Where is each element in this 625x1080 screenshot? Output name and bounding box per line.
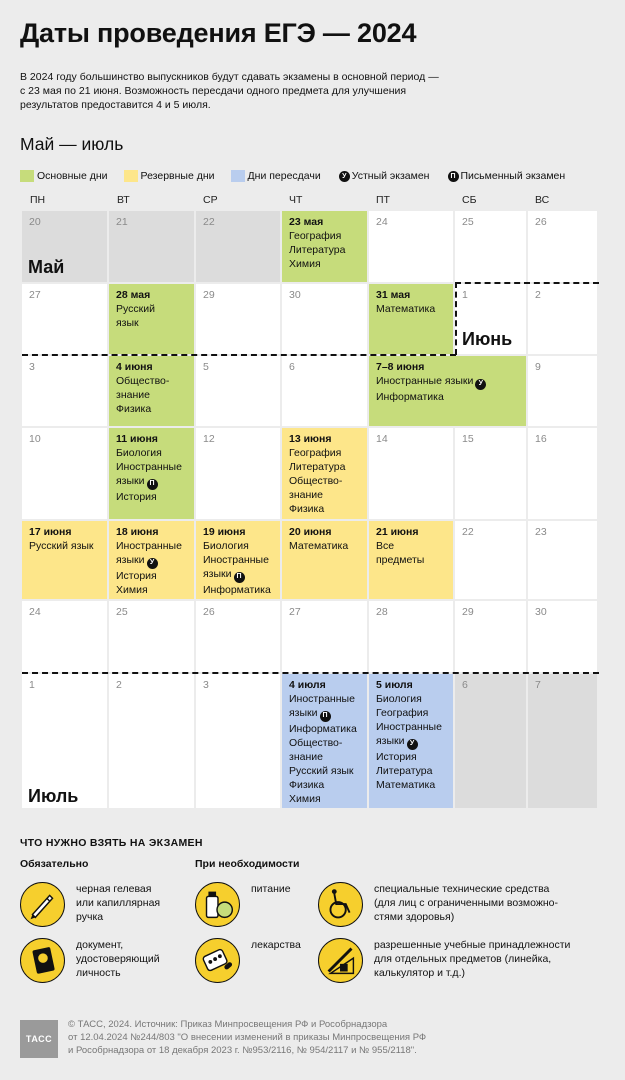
day-number: 6: [289, 361, 295, 373]
calendar-cell: [528, 521, 597, 599]
calendar-cell: [455, 428, 526, 519]
calendar-cell: [282, 521, 367, 599]
day-number: 14: [376, 433, 388, 445]
calendar-cell: [528, 284, 597, 354]
exam-subjects-text: География Литература Общество- знание Физика: [289, 447, 346, 515]
day-number: 15: [462, 433, 474, 445]
july-separator: [22, 672, 599, 674]
exam-date: 5 июля: [376, 679, 413, 691]
exam-subjects: [29, 539, 100, 553]
exam-date: 19 июня: [203, 526, 246, 538]
passport-icon: [20, 938, 65, 983]
calendar-cell: [455, 601, 526, 672]
june-separator-top: [455, 282, 599, 284]
exam-subjects: [116, 302, 187, 330]
footer-source: © ТАСС, 2024. Источник: Приказ Минпросвещения РФ и Рособрнадзора от 12.04.2024 №244/803 "О внесении изменений в приказы Минпросвещения РФ и Рособрнадзора от 18 декабря 2023 г. №953/2116, № 954/2117 и № 955/2118".: [68, 1019, 427, 1056]
exam-subjects-text: Биология Иностранные языки: [116, 447, 182, 487]
exam-subjects-text: Иностранные языки: [289, 693, 355, 719]
exam-subjects: [116, 446, 187, 504]
food-icon: [195, 882, 240, 927]
legend: [20, 170, 610, 182]
exam-subjects-text: Биология Иностранные языки: [203, 540, 269, 580]
day-number: 1: [29, 679, 35, 691]
exam-subjects-text: Все предметы: [376, 540, 425, 566]
day-number: 23: [535, 526, 547, 538]
item-pen-text: черная гелевая или капиллярная ручка: [76, 883, 161, 923]
exam-subjects-text: Математика: [376, 303, 436, 315]
calendar-cell: [109, 211, 194, 282]
calendar-cell: [369, 601, 453, 672]
required-heading: Обязательно: [20, 858, 89, 870]
weekday-fri: ПТ: [376, 194, 390, 206]
exam-subjects: [376, 374, 519, 404]
intro-text: В 2024 году большинство выпускников будут сдавать экзамены в основной период — с 23 мая по 21 июня. Возможность пересдачи одного предмета для улучшения результатов предоставится 4 и 5 июля.: [20, 71, 439, 111]
day-number: 25: [462, 216, 474, 228]
calendar-cell: [282, 211, 367, 282]
page-title: Даты проведения ЕГЭ — 2024: [20, 18, 417, 48]
exam-subjects-text: История: [116, 490, 157, 503]
month-label-july: Июль: [28, 786, 79, 806]
oral-badge-icon: У: [339, 171, 350, 182]
exam-subjects-text: Информатика: [376, 390, 444, 403]
item-document-text: документ, удостоверяющий личность: [76, 939, 160, 979]
item-food-text: питание: [251, 883, 291, 895]
calendar-cell: [528, 428, 597, 519]
tass-logo: ТАСС: [20, 1020, 58, 1058]
calendar-cell: [455, 674, 526, 808]
oral-badge-icon: У: [147, 558, 158, 569]
exam-date: 18 июня: [116, 526, 159, 538]
day-number: 22: [462, 526, 474, 538]
exam-subjects-text: Русский язык: [29, 540, 94, 552]
calendar-cell: [196, 521, 280, 599]
day-number: 2: [535, 289, 541, 301]
day-number: 27: [29, 289, 41, 301]
wheelchair-icon: [318, 882, 363, 927]
calendar-cell: [109, 674, 194, 808]
calendar-cell: [528, 674, 597, 808]
exam-date: 23 мая: [289, 216, 324, 228]
exam-subjects: [376, 692, 446, 792]
exam-subjects-text: Биология География Иностранные языки: [376, 693, 442, 747]
calendar-cell: [196, 601, 280, 672]
exam-subjects-text: Математика: [289, 540, 349, 552]
calendar-cell: [109, 356, 194, 426]
exam-date: 13 июня: [289, 433, 332, 445]
item-tools: [318, 938, 570, 983]
calendar-cell: [109, 521, 194, 599]
weekday-sun: ВС: [535, 194, 550, 206]
day-number: 7: [535, 679, 541, 691]
legend-main-label: Основные дни: [37, 170, 108, 182]
day-number: 6: [462, 679, 468, 691]
weekday-mon: ПН: [30, 194, 46, 206]
day-number: 27: [289, 606, 301, 618]
optional-heading: При необходимости: [195, 858, 300, 870]
day-number: 5: [203, 361, 209, 373]
exam-subjects: [289, 229, 360, 271]
calendar-cell: [282, 601, 367, 672]
weekday-tue: ВТ: [117, 194, 130, 206]
legend-reserve-swatch: [124, 170, 138, 182]
item-tech-text: специальные технические средства (для лиц с ограниченными возможно- стями здоровья): [374, 883, 559, 923]
exam-subjects: [289, 692, 360, 806]
calendar-cell: [22, 284, 107, 354]
period-subtitle: Май — июль: [20, 134, 124, 154]
exam-date: 4 июля: [289, 679, 326, 691]
day-number: 25: [116, 606, 128, 618]
pen-icon: [20, 882, 65, 927]
calendar-cell: [528, 601, 597, 672]
calendar-cell: [109, 284, 194, 354]
exam-date: 11 июня: [116, 433, 158, 445]
exam-subjects: [289, 446, 360, 516]
day-number: 24: [29, 606, 41, 618]
exam-subjects: [203, 539, 273, 597]
calendar-cell: [22, 356, 107, 426]
calendar-cell: [22, 428, 107, 519]
day-number: 16: [535, 433, 547, 445]
legend-retake: [231, 170, 321, 182]
calendar-cell: [369, 674, 453, 808]
exam-date: 31 мая: [376, 289, 411, 301]
item-document: [20, 938, 160, 983]
legend-retake-label: Дни пересдачи: [247, 170, 321, 182]
day-number: 1: [462, 289, 468, 301]
day-number: 12: [203, 433, 215, 445]
oral-badge-icon: У: [407, 739, 418, 750]
exam-subjects: [289, 539, 360, 553]
exam-subjects-text: Информатика Общество- знание Русский язык Физика Химия: [289, 722, 357, 805]
legend-written: [446, 170, 566, 182]
exam-date: 4 июня: [116, 361, 153, 373]
day-number: 24: [376, 216, 388, 228]
exam-subjects-text: История Литература Математика: [376, 750, 436, 791]
june-separator-vertical: [455, 282, 457, 355]
calendar-cell: [455, 211, 526, 282]
calendar-cell: [282, 356, 367, 426]
written-badge-icon: П: [234, 572, 245, 583]
weekday-wed: СР: [203, 194, 218, 206]
day-number: 2: [116, 679, 122, 691]
written-badge-icon: П: [448, 171, 459, 182]
day-number: 21: [116, 216, 128, 228]
calendar-cell: [109, 428, 194, 519]
calendar-cell: [196, 674, 280, 808]
exam-date: 20 июня: [289, 526, 332, 538]
calendar-cell: [369, 284, 453, 354]
exam-subjects: [116, 539, 187, 597]
item-tech: [318, 882, 558, 927]
day-number: 3: [203, 679, 209, 691]
bring-heading: ЧТО НУЖНО ВЗЯТЬ НА ЭКЗАМЕН: [20, 837, 203, 849]
day-number: 3: [29, 361, 35, 373]
legend-main: [20, 170, 108, 182]
written-badge-icon: П: [320, 711, 331, 722]
calendar-cell: [196, 284, 280, 354]
item-food: [195, 882, 291, 927]
exam-subjects: [376, 302, 446, 316]
day-number: 10: [29, 433, 41, 445]
item-pen: [20, 882, 160, 927]
legend-reserve: [124, 170, 215, 182]
item-meds: [195, 938, 301, 983]
exam-subjects-text: Иностранные языки: [116, 540, 182, 566]
calendar-cell: [369, 521, 453, 599]
day-number: 30: [535, 606, 547, 618]
calendar-cell: [369, 356, 526, 426]
weekday-sat: СБ: [462, 194, 477, 206]
day-number: 28: [376, 606, 388, 618]
oral-badge-icon: У: [475, 379, 486, 390]
day-number: 29: [203, 289, 215, 301]
exam-subjects: [376, 539, 446, 567]
day-number: 20: [29, 216, 41, 228]
exam-subjects-text: Русский язык: [116, 303, 155, 329]
calendar-cell: [109, 601, 194, 672]
legend-retake-swatch: [231, 170, 245, 182]
calendar-cell: [528, 356, 597, 426]
legend-main-swatch: [20, 170, 34, 182]
legend-oral-label: Устный экзамен: [351, 170, 430, 182]
day-number: 26: [535, 216, 547, 228]
exam-subjects-text: Общество- знание Физика: [116, 375, 170, 415]
weekday-thu: ЧТ: [289, 194, 303, 206]
day-number: 26: [203, 606, 215, 618]
legend-written-label: Письменный экзамен: [460, 170, 566, 182]
calendar-cell: [196, 356, 280, 426]
exam-subjects-text: Информатика: [203, 583, 271, 596]
pills-icon: [195, 938, 240, 983]
month-label-june: Июнь: [462, 329, 513, 349]
calendar-cell: [282, 284, 367, 354]
calendar-cell: [455, 521, 526, 599]
calendar-cell: [282, 428, 367, 519]
calendar-cell: [22, 521, 107, 599]
calendar-cell: [369, 211, 453, 282]
day-number: 9: [535, 361, 541, 373]
day-number: 29: [462, 606, 474, 618]
written-badge-icon: П: [147, 479, 158, 490]
calendar-cell: [22, 601, 107, 672]
exam-subjects: [116, 374, 187, 416]
exam-date: 28 мая: [116, 289, 151, 301]
legend-reserve-label: Резервные дни: [140, 170, 215, 182]
legend-oral: [337, 170, 430, 182]
calendar-cell: [528, 211, 597, 282]
calendar-cell: [196, 211, 280, 282]
exam-subjects-text: История Химия: [116, 569, 157, 596]
day-number: 30: [289, 289, 301, 301]
exam-date: 7–8 июня: [376, 361, 425, 373]
item-meds-text: лекарства: [251, 939, 301, 951]
exam-subjects-text: География Литература Химия: [289, 230, 346, 270]
calendar-cell: [196, 428, 280, 519]
calendar-cell: [282, 674, 367, 808]
day-number: 22: [203, 216, 215, 228]
exam-date: 17 июня: [29, 526, 72, 538]
calendar-cell: [369, 428, 453, 519]
ruler-icon: [318, 938, 363, 983]
june-separator-bottom: [22, 354, 456, 356]
item-tools-text: разрешенные учебные принадлежности для отдельных предметов (линейка, калькулятор и т.д.): [374, 939, 571, 979]
month-label-may: Май: [28, 257, 65, 277]
exam-date: 21 июня: [376, 526, 419, 538]
exam-subjects-text: Иностранные языки: [376, 375, 474, 387]
